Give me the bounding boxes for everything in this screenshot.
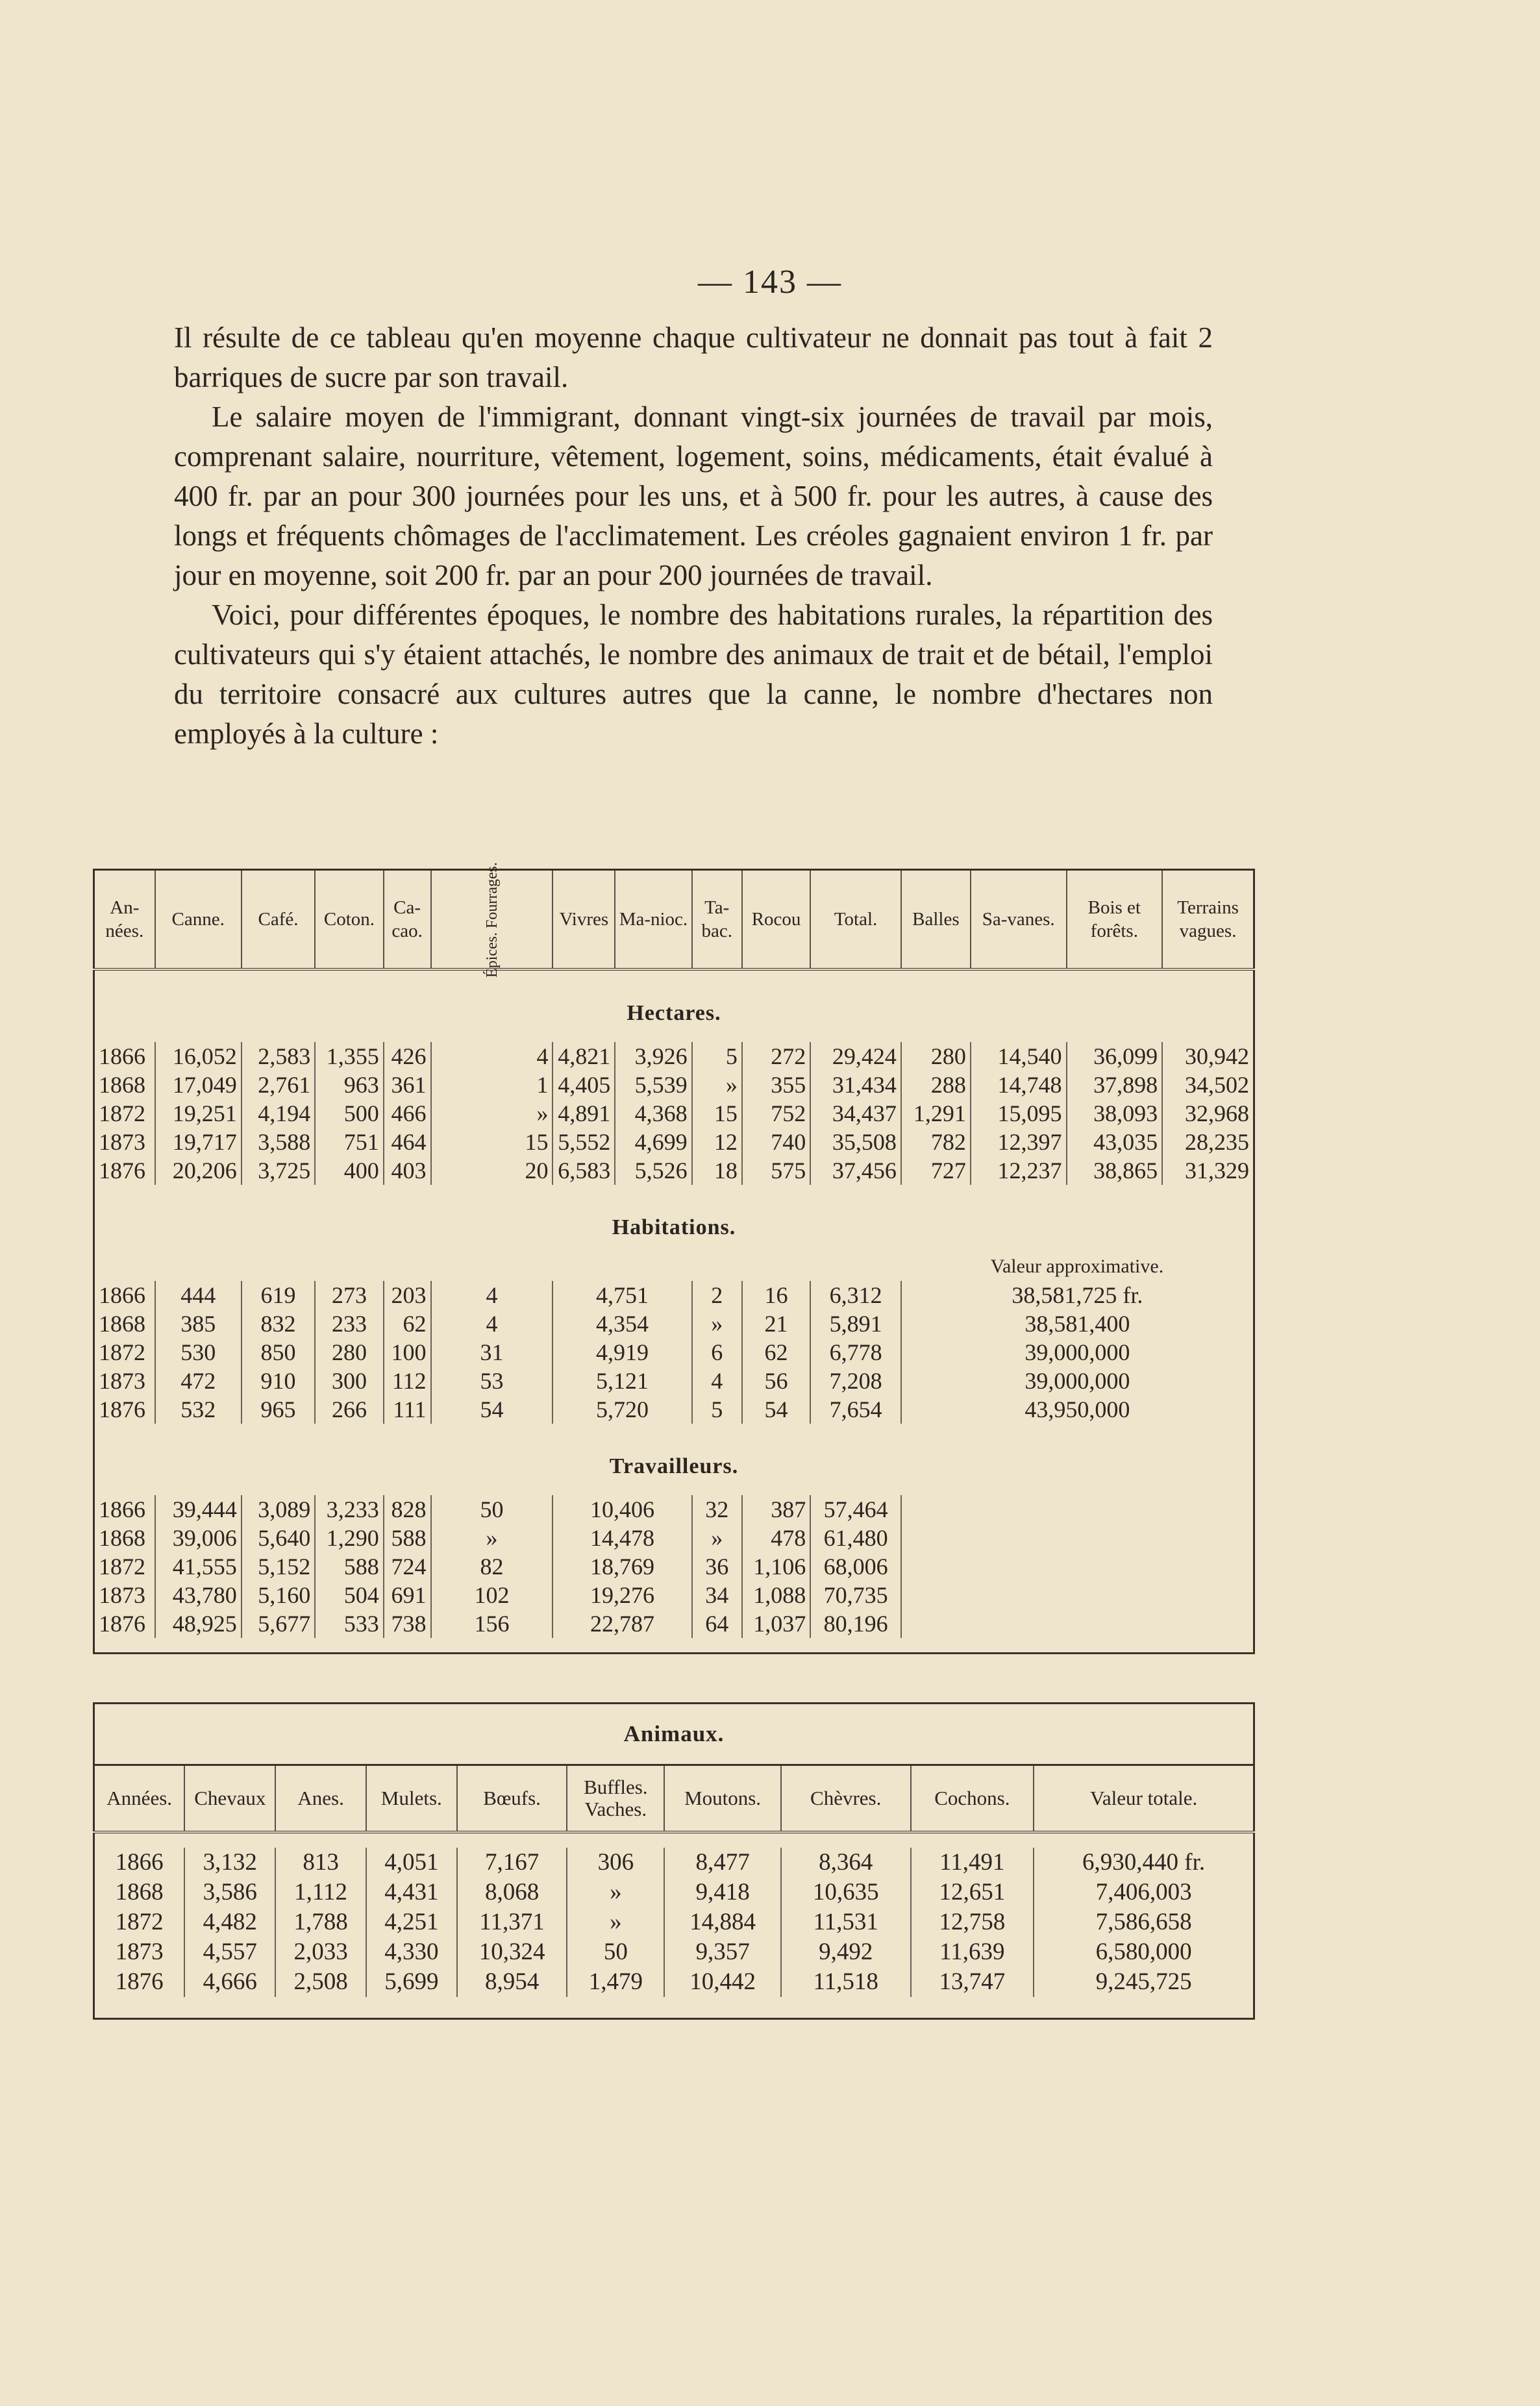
- table-cell: 832: [242, 1309, 316, 1338]
- table-cell: 2: [692, 1281, 742, 1309]
- table-cell: 691: [384, 1581, 431, 1609]
- table-cell: 31,434: [810, 1071, 901, 1099]
- table-cell: 1866: [115, 1849, 164, 1876]
- table-cell: 38,581,725 fr.: [901, 1281, 1254, 1309]
- table-cell: 1,037: [742, 1609, 810, 1638]
- table-cell: 6,930,440 fr.: [1034, 1848, 1254, 1878]
- table-cell: 9,418: [664, 1878, 781, 1907]
- table-cell: 62: [742, 1338, 810, 1367]
- col-header: Années.: [94, 1765, 185, 1833]
- table-cell: 426: [384, 1042, 431, 1071]
- table-row: [94, 1071, 1254, 1099]
- table-cell: 400: [315, 1156, 383, 1185]
- table-cell: 12,651: [911, 1878, 1034, 1907]
- col-header: Mulets.: [366, 1765, 457, 1833]
- section-title-travailleurs: Travailleurs.: [609, 1454, 739, 1478]
- table-cell: 5,539: [615, 1071, 691, 1099]
- table-row: [94, 1937, 1254, 1967]
- table-cell: 30,942: [1162, 1042, 1254, 1071]
- table-cell: 478: [742, 1524, 810, 1552]
- table-cell: 727: [901, 1156, 971, 1185]
- col-header: Chèvres.: [781, 1765, 911, 1833]
- table-cell: 4,821: [553, 1042, 615, 1071]
- table-cell: 4,666: [184, 1967, 275, 1997]
- table-cell: 8,477: [664, 1848, 781, 1878]
- table-cell: 32: [692, 1495, 742, 1524]
- table-row: [94, 1552, 1254, 1581]
- table-cell: 111: [384, 1395, 431, 1424]
- table-cell: 9,245,725: [1034, 1967, 1254, 1997]
- col-header: Café.: [242, 870, 316, 970]
- table-cell: 910: [242, 1367, 316, 1395]
- table-cell: 2,508: [275, 1967, 366, 1997]
- section-title-animaux: Animaux.: [94, 1704, 1254, 1765]
- table-cell: 32,968: [1162, 1099, 1254, 1128]
- section-title-hectares: Hectares.: [627, 1001, 721, 1025]
- table-cell: 5: [692, 1042, 742, 1071]
- table-cell: 532: [155, 1395, 242, 1424]
- table-cell: 11,531: [781, 1907, 911, 1937]
- table-row: [94, 1156, 1254, 1185]
- table-cell: 4,354: [553, 1309, 691, 1338]
- table-cell: 7,654: [810, 1395, 901, 1424]
- table-cell: 7,406,003: [1034, 1878, 1254, 1907]
- table-cell: 1: [431, 1071, 553, 1099]
- table-cell: 444: [155, 1281, 242, 1309]
- body-text: [174, 318, 1213, 754]
- table-cell: 3,233: [315, 1495, 383, 1524]
- table-cell: 57,464: [810, 1495, 901, 1524]
- table-cell: 56: [742, 1367, 810, 1395]
- col-header: Épices. Fourrages.: [431, 870, 553, 970]
- table-cell: 12,397: [971, 1128, 1067, 1156]
- table-cell: 50: [431, 1495, 553, 1524]
- table-cell: 740: [742, 1128, 810, 1156]
- table-cell: 29,424: [810, 1042, 901, 1071]
- table-cell: 575: [742, 1156, 810, 1185]
- table-cell: 724: [384, 1552, 431, 1581]
- table-cell: 14,478: [553, 1524, 691, 1552]
- table-cell: 19,251: [155, 1099, 242, 1128]
- table-cell: 965: [242, 1395, 316, 1424]
- table-cell: 1873: [99, 1368, 145, 1394]
- table-cell: 4,330: [366, 1937, 457, 1967]
- table-cell: 3,089: [242, 1495, 316, 1524]
- table-cell: 43,780: [155, 1581, 242, 1609]
- table-cell: 14,884: [664, 1907, 781, 1937]
- table-cell: 1872: [99, 1554, 145, 1580]
- table-row: [94, 1128, 1254, 1156]
- table-cell: 1866: [99, 1496, 145, 1522]
- table-cell: 619: [242, 1281, 316, 1309]
- table-cell: »: [431, 1099, 553, 1128]
- table-cell: 15: [692, 1099, 742, 1128]
- table-cell: 10,442: [664, 1967, 781, 1997]
- table-row: [94, 1309, 1254, 1338]
- table-row: [94, 1609, 1254, 1638]
- table-cell: 22,787: [553, 1609, 691, 1638]
- table-row: [94, 1907, 1254, 1937]
- table-cell: 39,000,000: [901, 1367, 1254, 1395]
- table-cell: 403: [384, 1156, 431, 1185]
- table-cell: 34: [692, 1581, 742, 1609]
- table-cell: 5,677: [242, 1609, 316, 1638]
- table-cell: 266: [315, 1395, 383, 1424]
- table-cell: 3,926: [615, 1042, 691, 1071]
- table-cell: 385: [155, 1309, 242, 1338]
- table-row: [94, 1878, 1254, 1907]
- table-cell: 203: [384, 1281, 431, 1309]
- table-row: [94, 1524, 1254, 1552]
- table-cell: 36,099: [1067, 1042, 1163, 1071]
- territory-table: [93, 862, 1255, 1654]
- table-cell: 2,033: [275, 1937, 366, 1967]
- table-cell: 20: [431, 1156, 553, 1185]
- table-cell: 1873: [115, 1939, 164, 1965]
- table-cell: 1876: [99, 1396, 145, 1422]
- table-cell: 1,106: [742, 1552, 810, 1581]
- table-cell: 5,152: [242, 1552, 316, 1581]
- table-cell: 4,431: [366, 1878, 457, 1907]
- table-cell: 41,555: [155, 1552, 242, 1581]
- table-cell: 5,552: [553, 1128, 615, 1156]
- table-cell: 8,364: [781, 1848, 911, 1878]
- table-cell: 500: [315, 1099, 383, 1128]
- table-cell: 751: [315, 1128, 383, 1156]
- table-cell: 782: [901, 1128, 971, 1156]
- table-cell: 36: [692, 1552, 742, 1581]
- col-header: Bois et forêts.: [1067, 870, 1163, 970]
- col-header: Ca-cao.: [384, 870, 431, 970]
- table-cell: 15,095: [971, 1099, 1067, 1128]
- table-cell: 273: [315, 1281, 383, 1309]
- table-cell: 43,035: [1067, 1128, 1163, 1156]
- table-cell: 9,357: [664, 1937, 781, 1967]
- table-cell: 7,208: [810, 1367, 901, 1395]
- table-cell: 361: [384, 1071, 431, 1099]
- table-cell: 80,196: [810, 1609, 901, 1638]
- table-row: [94, 1395, 1254, 1424]
- table-cell: 1873: [99, 1582, 145, 1608]
- table-cell: 1873: [99, 1129, 145, 1155]
- table-cell: 472: [155, 1367, 242, 1395]
- table-cell: 3,725: [242, 1156, 316, 1185]
- table-cell: 100: [384, 1338, 431, 1367]
- page-number: — 143 —: [698, 264, 842, 301]
- table-cell: 14,748: [971, 1071, 1067, 1099]
- table-cell: 530: [155, 1338, 242, 1367]
- table-cell: 11,639: [911, 1937, 1034, 1967]
- table-cell: 34,502: [1162, 1071, 1254, 1099]
- table-cell: 1872: [99, 1339, 145, 1365]
- table-cell: 6: [692, 1338, 742, 1367]
- table-row: [94, 1848, 1254, 1878]
- table-cell: 38,865: [1067, 1156, 1163, 1185]
- table-cell: 752: [742, 1099, 810, 1128]
- table-cell: 12,758: [911, 1907, 1034, 1937]
- table-cell: 387: [742, 1495, 810, 1524]
- table-cell: 31,329: [1162, 1156, 1254, 1185]
- table-cell: 233: [315, 1309, 383, 1338]
- table-cell: 280: [315, 1338, 383, 1367]
- table-cell: 54: [431, 1395, 553, 1424]
- table-row: [94, 1099, 1254, 1128]
- table-cell: 11,518: [781, 1967, 911, 1997]
- table-cell: 1868: [115, 1879, 164, 1905]
- table-cell: 13,747: [911, 1967, 1034, 1997]
- table-cell: 588: [315, 1552, 383, 1581]
- table-cell: 16: [742, 1281, 810, 1309]
- table-cell: 39,444: [155, 1495, 242, 1524]
- paragraph: Le salaire moyen de l'immigrant, donnant vingt-six journées de travail par mois, comprenant salaire, nourriture, vêtement, logement, soins, médicaments, était évalué à 400 fr. par an pour 300 journées pour les uns, et à 500 fr. pour les autres, à cause des longs et fréquents chômages de l'acclimatement. Les créoles gagnaient environ 1 fr. par jour en moyenne, soit 200 fr. par an pour 200 journées de travail.: [174, 401, 1213, 591]
- table-cell: 43,950,000: [901, 1395, 1254, 1424]
- table-cell: 466: [384, 1099, 431, 1128]
- table-cell: 102: [431, 1581, 553, 1609]
- table-cell: 504: [315, 1581, 383, 1609]
- table-cell: 6,580,000: [1034, 1937, 1254, 1967]
- table-cell: 1872: [115, 1909, 164, 1935]
- table-cell: 306: [567, 1848, 664, 1878]
- table-cell: 5: [692, 1395, 742, 1424]
- col-header: Sa-vanes.: [971, 870, 1067, 970]
- table-cell: 828: [384, 1495, 431, 1524]
- table-cell: 1866: [99, 1282, 145, 1308]
- table-cell: 2,761: [242, 1071, 316, 1099]
- table-cell: 1868: [99, 1311, 145, 1337]
- table-cell: 272: [742, 1042, 810, 1071]
- table-cell: 20,206: [155, 1156, 242, 1185]
- table-cell: 1,088: [742, 1581, 810, 1609]
- col-header: Buffles. Vaches.: [567, 1765, 664, 1833]
- table-row: [94, 1581, 1254, 1609]
- table-cell: 6,312: [810, 1281, 901, 1309]
- table-row: [94, 1338, 1254, 1367]
- table-cell: 19,717: [155, 1128, 242, 1156]
- table-cell: 39,006: [155, 1524, 242, 1552]
- paragraph: Il résulte de ce tableau qu'en moyenne chaque cultivateur ne donnait pas tout à fait 2 barriques de sucre par son travail.: [174, 321, 1213, 393]
- table-row: [94, 1042, 1254, 1071]
- table-cell: 1868: [99, 1525, 145, 1551]
- table-cell: 82: [431, 1552, 553, 1581]
- table-cell: 5,640: [242, 1524, 316, 1552]
- table-cell: 38,093: [1067, 1099, 1163, 1128]
- table-cell: 156: [431, 1609, 553, 1638]
- table-cell: 11,491: [911, 1848, 1034, 1878]
- table-cell: 4,919: [553, 1338, 691, 1367]
- table-cell: 1,479: [567, 1967, 664, 1997]
- table-cell: 5,121: [553, 1367, 691, 1395]
- table-cell: 4,557: [184, 1937, 275, 1967]
- table-cell: 21: [742, 1309, 810, 1338]
- table-cell: 53: [431, 1367, 553, 1395]
- table-cell: 1876: [99, 1611, 145, 1637]
- table-cell: »: [567, 1878, 664, 1907]
- col-header: Total.: [810, 870, 901, 970]
- table-cell: 31: [431, 1338, 553, 1367]
- table-cell: 5,720: [553, 1395, 691, 1424]
- table-cell: 1876: [99, 1158, 145, 1184]
- table-cell: 7,167: [457, 1848, 567, 1878]
- table-cell: 1876: [115, 1968, 164, 1995]
- table-cell: 17,049: [155, 1071, 242, 1099]
- col-header: Bœufs.: [457, 1765, 567, 1833]
- table-cell: 4: [692, 1367, 742, 1395]
- table-cell: 738: [384, 1609, 431, 1638]
- col-header: Rocou: [742, 870, 810, 970]
- col-header: Terrains vagues.: [1162, 870, 1254, 970]
- table-cell: 1,112: [275, 1878, 366, 1907]
- col-header: Moutons.: [664, 1765, 781, 1833]
- table-cell: 5,526: [615, 1156, 691, 1185]
- table-cell: 34,437: [810, 1099, 901, 1128]
- table-cell: 37,898: [1067, 1071, 1163, 1099]
- table-cell: 813: [275, 1848, 366, 1878]
- table-cell: 533: [315, 1609, 383, 1638]
- table-cell: 4,405: [553, 1071, 615, 1099]
- table-cell: 3,586: [184, 1878, 275, 1907]
- table-cell: 4,891: [553, 1099, 615, 1128]
- table-cell: 37,456: [810, 1156, 901, 1185]
- table-cell: 1866: [99, 1043, 145, 1069]
- table-cell: 280: [901, 1042, 971, 1071]
- col-header: Ta-bac.: [692, 870, 742, 970]
- paragraph: Voici, pour différentes époques, le nombre des habitations rurales, la répartition des cultivateurs qui s'y étaient attachés, le nombre des animaux de trait et de bétail, l'emploi du territoire consacré aux cultures autres que la canne, le nombre d'hectares non employés à la culture :: [174, 599, 1213, 750]
- table-cell: 11,371: [457, 1907, 567, 1937]
- valeur-approximative-label: Valeur approximative.: [990, 1256, 1164, 1277]
- table-cell: 35,508: [810, 1128, 901, 1156]
- table-cell: 10,635: [781, 1878, 911, 1907]
- col-header: An-nées.: [94, 870, 155, 970]
- table-cell: 4,368: [615, 1099, 691, 1128]
- col-header: Cochons.: [911, 1765, 1034, 1833]
- table-cell: 963: [315, 1071, 383, 1099]
- table-cell: 1,290: [315, 1524, 383, 1552]
- table-cell: 48,925: [155, 1609, 242, 1638]
- table-cell: 18: [692, 1156, 742, 1185]
- table-cell: 38,581,400: [901, 1309, 1254, 1338]
- table-cell: 4,482: [184, 1907, 275, 1937]
- table-cell: 8,954: [457, 1967, 567, 1997]
- table-cell: 39,000,000: [901, 1338, 1254, 1367]
- table-cell: 64: [692, 1609, 742, 1638]
- table-cell: 18,769: [553, 1552, 691, 1581]
- table-cell: 4,194: [242, 1099, 316, 1128]
- table-cell: 4,251: [366, 1907, 457, 1937]
- table-cell: 850: [242, 1338, 316, 1367]
- table-cell: 19,276: [553, 1581, 691, 1609]
- table-cell: 7,586,658: [1034, 1907, 1254, 1937]
- col-header: Valeur totale.: [1034, 1765, 1254, 1833]
- table-cell: 61,480: [810, 1524, 901, 1552]
- table-cell: 464: [384, 1128, 431, 1156]
- table-row: [94, 1967, 1254, 1997]
- table-cell: »: [692, 1524, 742, 1552]
- table-cell: 4,751: [553, 1281, 691, 1309]
- table-cell: 12: [692, 1128, 742, 1156]
- table-cell: 10,406: [553, 1495, 691, 1524]
- table-cell: 9,492: [781, 1937, 911, 1967]
- table-cell: 8,068: [457, 1878, 567, 1907]
- table-cell: 14,540: [971, 1042, 1067, 1071]
- table-row: [94, 1495, 1254, 1524]
- table-cell: »: [692, 1309, 742, 1338]
- table-cell: 28,235: [1162, 1128, 1254, 1156]
- table-cell: 5,699: [366, 1967, 457, 1997]
- table-cell: 6,583: [553, 1156, 615, 1185]
- table-cell: 1,788: [275, 1907, 366, 1937]
- table-cell: 4: [431, 1309, 553, 1338]
- col-header: Chevaux: [184, 1765, 275, 1833]
- table-cell: 112: [384, 1367, 431, 1395]
- table-cell: 4,699: [615, 1128, 691, 1156]
- animaux-table: [93, 1702, 1255, 2020]
- table-cell: 1,355: [315, 1042, 383, 1071]
- table-cell: »: [692, 1071, 742, 1099]
- table-cell: 4: [431, 1042, 553, 1071]
- table-cell: 70,735: [810, 1581, 901, 1609]
- table-row: [94, 1367, 1254, 1395]
- table-cell: »: [567, 1907, 664, 1937]
- table-cell: 5,891: [810, 1309, 901, 1338]
- table-cell: 1868: [99, 1072, 145, 1098]
- col-header: Anes.: [275, 1765, 366, 1833]
- table-cell: 4,051: [366, 1848, 457, 1878]
- table-cell: 3,132: [184, 1848, 275, 1878]
- table-cell: 1,291: [901, 1099, 971, 1128]
- table-cell: 6,778: [810, 1338, 901, 1367]
- table-cell: 15: [431, 1128, 553, 1156]
- table-cell: 4: [431, 1281, 553, 1309]
- table-cell: 68,006: [810, 1552, 901, 1581]
- table-cell: 355: [742, 1071, 810, 1099]
- table-cell: 16,052: [155, 1042, 242, 1071]
- header-row: [94, 1765, 1254, 1833]
- table-cell: 10,324: [457, 1937, 567, 1967]
- table-cell: 288: [901, 1071, 971, 1099]
- table-cell: 12,237: [971, 1156, 1067, 1185]
- col-header: Ma-nioc.: [615, 870, 691, 970]
- table-cell: 1872: [99, 1100, 145, 1126]
- table-cell: 300: [315, 1367, 383, 1395]
- section-title-habitations: Habitations.: [612, 1215, 736, 1239]
- table-cell: 3,588: [242, 1128, 316, 1156]
- table-row: [94, 1281, 1254, 1309]
- table-cell: 588: [384, 1524, 431, 1552]
- table-cell: 62: [384, 1309, 431, 1338]
- col-header: Vivres: [553, 870, 615, 970]
- col-header: Coton.: [315, 870, 383, 970]
- col-header: Balles: [901, 870, 971, 970]
- table-cell: 5,160: [242, 1581, 316, 1609]
- table-cell: 54: [742, 1395, 810, 1424]
- table-cell: 50: [567, 1937, 664, 1967]
- header-row: [94, 870, 1254, 970]
- table-cell: »: [431, 1524, 553, 1552]
- table-cell: 2,583: [242, 1042, 316, 1071]
- col-header: Canne.: [155, 870, 242, 970]
